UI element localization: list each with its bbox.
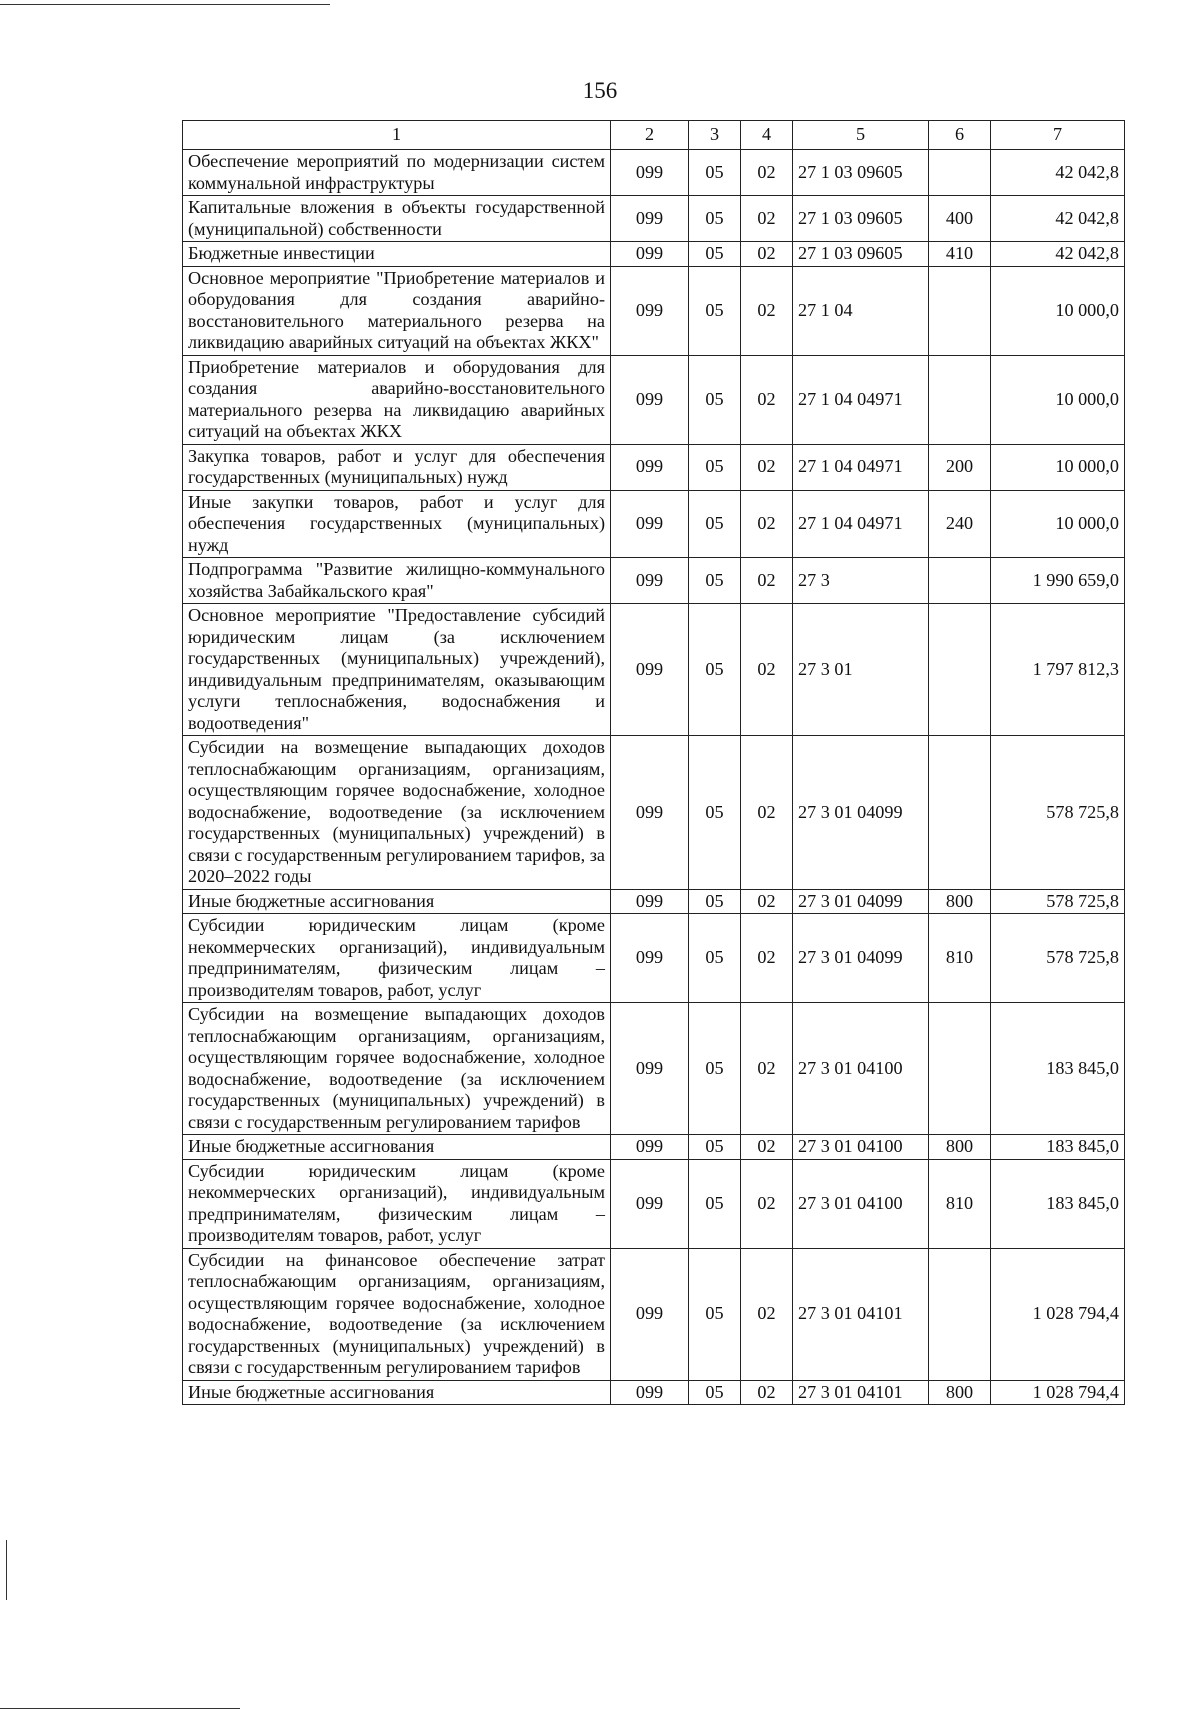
row-name-cell: Субсидии юридическим лицам (кроме некоммерческих организаций), индивидуальным предпринимателям, физическим лицам – производителям товаров, работ, услуг: [183, 914, 611, 1003]
subsection-code-cell: 02: [741, 736, 793, 890]
section-code-cell: 05: [689, 242, 741, 267]
ministry-code-cell: 099: [611, 914, 689, 1003]
section-code-cell: 05: [689, 150, 741, 196]
amount-cell: 578 725,8: [991, 889, 1125, 914]
subsection-code-cell: 02: [741, 889, 793, 914]
section-code-cell: 05: [689, 196, 741, 242]
ministry-code-cell: 099: [611, 355, 689, 444]
row-name-cell: Обеспечение мероприятий по модернизации систем коммунальной инфраструктуры: [183, 150, 611, 196]
expense-type-cell: [929, 604, 991, 736]
table-row: [183, 355, 1125, 444]
amount-cell: 10 000,0: [991, 444, 1125, 490]
subsection-code-cell: 02: [741, 150, 793, 196]
expense-type-cell: [929, 558, 991, 604]
target-article-cell: 27 3 01 04099: [793, 889, 929, 914]
amount-cell: 42 042,8: [991, 196, 1125, 242]
subsection-code-cell: 02: [741, 242, 793, 267]
row-name-cell: Иные бюджетные ассигнования: [183, 1380, 611, 1405]
subsection-code-cell: 02: [741, 558, 793, 604]
amount-cell: 42 042,8: [991, 242, 1125, 267]
ministry-code-cell: 099: [611, 444, 689, 490]
header-cell-5: 5: [793, 121, 929, 150]
section-code-cell: 05: [689, 355, 741, 444]
target-article-cell: 27 3 01 04099: [793, 736, 929, 890]
subsection-code-cell: 02: [741, 266, 793, 355]
scan-edge-line-top: [0, 4, 330, 5]
row-name-cell: Иные бюджетные ассигнования: [183, 1135, 611, 1160]
target-article-cell: 27 3 01 04101: [793, 1248, 929, 1380]
table-row: [183, 266, 1125, 355]
subsection-code-cell: 02: [741, 355, 793, 444]
scan-edge-line-bottom: [0, 1708, 240, 1709]
section-code-cell: 05: [689, 1248, 741, 1380]
expense-type-cell: 800: [929, 1380, 991, 1405]
row-name-cell: Основное мероприятие "Приобретение материалов и оборудования для создания аварийно-восстановительного материального резерва на ликвидацию аварийных ситуаций на объектах ЖКХ": [183, 266, 611, 355]
ministry-code-cell: 099: [611, 150, 689, 196]
section-code-cell: 05: [689, 736, 741, 890]
table-row: [183, 490, 1125, 558]
target-article-cell: 27 3 01 04099: [793, 914, 929, 1003]
row-name-cell: Субсидии на возмещение выпадающих доходов теплоснабжающим организациям, организациям, осуществляющим горячее водоснабжение, холодное водоснабжение, водоотведение (за исключением государственных (муниципальных) учреждений) в связи с государственным регулированием тарифов, за 2020–2022 годы: [183, 736, 611, 890]
table-row: [183, 558, 1125, 604]
row-name-cell: Капитальные вложения в объекты государственной (муниципальной) собственности: [183, 196, 611, 242]
section-code-cell: 05: [689, 914, 741, 1003]
expense-type-cell: 240: [929, 490, 991, 558]
scan-edge-line-left: [6, 1540, 7, 1600]
row-name-cell: Закупка товаров, работ и услуг для обеспечения государственных (муниципальных) нужд: [183, 444, 611, 490]
expense-type-cell: 800: [929, 889, 991, 914]
section-code-cell: 05: [689, 558, 741, 604]
section-code-cell: 05: [689, 444, 741, 490]
table-row: [183, 1380, 1125, 1405]
amount-cell: 1 990 659,0: [991, 558, 1125, 604]
amount-cell: 10 000,0: [991, 266, 1125, 355]
ministry-code-cell: 099: [611, 558, 689, 604]
target-article-cell: 27 3 01 04100: [793, 1135, 929, 1160]
section-code-cell: 05: [689, 490, 741, 558]
subsection-code-cell: 02: [741, 444, 793, 490]
header-cell-2: 2: [611, 121, 689, 150]
subsection-code-cell: 02: [741, 196, 793, 242]
amount-cell: 10 000,0: [991, 490, 1125, 558]
table-row: [183, 1248, 1125, 1380]
header-cell-4: 4: [741, 121, 793, 150]
subsection-code-cell: 02: [741, 490, 793, 558]
ministry-code-cell: 099: [611, 1380, 689, 1405]
ministry-code-cell: 099: [611, 1003, 689, 1135]
expense-type-cell: [929, 1003, 991, 1135]
section-code-cell: 05: [689, 1003, 741, 1135]
target-article-cell: 27 1 04 04971: [793, 490, 929, 558]
header-row: [183, 121, 1125, 150]
ministry-code-cell: 099: [611, 889, 689, 914]
ministry-code-cell: 099: [611, 1248, 689, 1380]
expense-type-cell: 200: [929, 444, 991, 490]
table-row: [183, 1003, 1125, 1135]
target-article-cell: 27 1 04 04971: [793, 444, 929, 490]
amount-cell: 183 845,0: [991, 1159, 1125, 1248]
target-article-cell: 27 3 01 04100: [793, 1003, 929, 1135]
amount-cell: 10 000,0: [991, 355, 1125, 444]
ministry-code-cell: 099: [611, 1159, 689, 1248]
expense-type-cell: 400: [929, 196, 991, 242]
subsection-code-cell: 02: [741, 1159, 793, 1248]
expense-type-cell: [929, 150, 991, 196]
row-name-cell: Подпрограмма "Развитие жилищно-коммунального хозяйства Забайкальского края": [183, 558, 611, 604]
subsection-code-cell: 02: [741, 1380, 793, 1405]
row-name-cell: Субсидии на финансовое обеспечение затрат теплоснабжающим организациям, организациям, осуществляющим горячее водоснабжение, холодное водоснабжение, водоотведение (за исключением государственных (муниципальных) учреждений) в связи с государственным регулированием тарифов: [183, 1248, 611, 1380]
amount-cell: 1 028 794,4: [991, 1380, 1125, 1405]
subsection-code-cell: 02: [741, 914, 793, 1003]
subsection-code-cell: 02: [741, 1135, 793, 1160]
row-name-cell: Бюджетные инвестиции: [183, 242, 611, 267]
expense-type-cell: 410: [929, 242, 991, 267]
amount-cell: 1 797 812,3: [991, 604, 1125, 736]
section-code-cell: 05: [689, 889, 741, 914]
target-article-cell: 27 1 03 09605: [793, 150, 929, 196]
header-cell-1: 1: [183, 121, 611, 150]
target-article-cell: 27 3 01 04101: [793, 1380, 929, 1405]
header-cell-3: 3: [689, 121, 741, 150]
expense-type-cell: 810: [929, 1159, 991, 1248]
page-number: 156: [582, 78, 618, 103]
header-cell-6: 6: [929, 121, 991, 150]
amount-cell: 42 042,8: [991, 150, 1125, 196]
row-name-cell: Субсидии на возмещение выпадающих доходов теплоснабжающим организациям, организациям, осуществляющим горячее водоснабжение, холодное водоснабжение, водоотведение (за исключением государственных (муниципальных) учреждений) в связи с государственным регулированием тарифов: [183, 1003, 611, 1135]
section-code-cell: 05: [689, 604, 741, 736]
ministry-code-cell: 099: [611, 736, 689, 890]
amount-cell: 578 725,8: [991, 914, 1125, 1003]
row-name-cell: Приобретение материалов и оборудования для создания аварийно-восстановительного материального резерва на ликвидацию аварийных ситуаций на объектах ЖКХ: [183, 355, 611, 444]
expense-type-cell: 810: [929, 914, 991, 1003]
section-code-cell: 05: [689, 266, 741, 355]
expense-type-cell: [929, 266, 991, 355]
expense-type-cell: [929, 355, 991, 444]
amount-cell: 183 845,0: [991, 1135, 1125, 1160]
target-article-cell: 27 1 03 09605: [793, 242, 929, 267]
table-row: [183, 1135, 1125, 1160]
expense-type-cell: [929, 1248, 991, 1380]
table-row: [183, 150, 1125, 196]
header-cell-7: 7: [991, 121, 1125, 150]
table-row: [183, 736, 1125, 890]
table-row: [183, 914, 1125, 1003]
target-article-cell: 27 1 04 04971: [793, 355, 929, 444]
table-row: [183, 1159, 1125, 1248]
table-row: [183, 444, 1125, 490]
subsection-code-cell: 02: [741, 1003, 793, 1135]
expense-type-cell: 800: [929, 1135, 991, 1160]
table-row: [183, 242, 1125, 267]
ministry-code-cell: 099: [611, 490, 689, 558]
ministry-code-cell: 099: [611, 242, 689, 267]
table-row: [183, 196, 1125, 242]
amount-cell: 183 845,0: [991, 1003, 1125, 1135]
amount-cell: 1 028 794,4: [991, 1248, 1125, 1380]
amount-cell: 578 725,8: [991, 736, 1125, 890]
section-code-cell: 05: [689, 1159, 741, 1248]
section-code-cell: 05: [689, 1380, 741, 1405]
budget-allocation-table: [182, 120, 1125, 1405]
target-article-cell: 27 3 01: [793, 604, 929, 736]
table-row: [183, 889, 1125, 914]
target-article-cell: 27 1 03 09605: [793, 196, 929, 242]
ministry-code-cell: 099: [611, 196, 689, 242]
subsection-code-cell: 02: [741, 604, 793, 736]
row-name-cell: Основное мероприятие "Предоставление субсидий юридическим лицам (за исключением государственных (муниципальных) учреждений), индивидуальным предпринимателям, оказывающим услуги теплоснабжения, водоснабжения и водоотведения": [183, 604, 611, 736]
table-row: [183, 604, 1125, 736]
ministry-code-cell: 099: [611, 604, 689, 736]
row-name-cell: Субсидии юридическим лицам (кроме некоммерческих организаций), индивидуальным предпринимателям, физическим лицам – производителям товаров, работ, услуг: [183, 1159, 611, 1248]
section-code-cell: 05: [689, 1135, 741, 1160]
subsection-code-cell: 02: [741, 1248, 793, 1380]
expense-type-cell: [929, 736, 991, 890]
ministry-code-cell: 099: [611, 1135, 689, 1160]
target-article-cell: 27 3: [793, 558, 929, 604]
target-article-cell: 27 3 01 04100: [793, 1159, 929, 1248]
target-article-cell: 27 1 04: [793, 266, 929, 355]
row-name-cell: Иные бюджетные ассигнования: [183, 889, 611, 914]
ministry-code-cell: 099: [611, 266, 689, 355]
row-name-cell: Иные закупки товаров, работ и услуг для обеспечения государственных (муниципальных) нужд: [183, 490, 611, 558]
